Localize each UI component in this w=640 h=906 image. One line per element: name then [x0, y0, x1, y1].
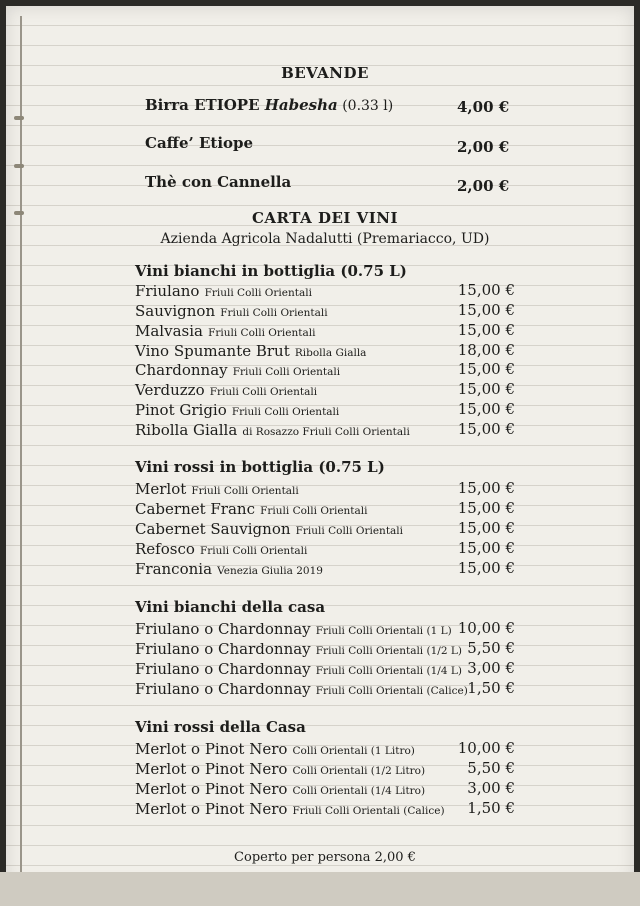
bevanda-item [145, 96, 393, 114]
wine-price: 15,00 € [457, 420, 515, 438]
wine-price: 3,00 € [467, 659, 515, 677]
wine-price: 5,50 € [467, 639, 515, 657]
wine-desc: Friuli Colli Orientali [191, 485, 299, 497]
page-bottom-edge [0, 872, 640, 906]
wine-row [135, 679, 515, 699]
wine-name: Vino Spumante Brut [135, 342, 290, 360]
wine-name: Friulano o Chardonnay [135, 660, 311, 678]
wine-price: 1,50 € [467, 799, 515, 817]
wine-price: 15,00 € [457, 400, 515, 418]
wine-desc: Ribolla Gialla [294, 347, 367, 359]
wine-row [135, 739, 515, 759]
bevanda-item [145, 134, 253, 152]
bevanda-name: Thè con Cannella [145, 173, 292, 191]
section-title: Vini bianchi della casa [135, 598, 326, 616]
wine-price: 15,00 € [457, 281, 515, 299]
bevanda-name: Birra ETIOPE [145, 96, 265, 114]
wine-price: 15,00 € [457, 499, 515, 517]
wine-price: 10,00 € [457, 619, 515, 637]
wine-name: Cabernet Franc [135, 500, 255, 518]
wine-name: Merlot [135, 480, 187, 498]
wine-desc: Colli Orientali (1/2 Litro) [292, 765, 426, 777]
bevanda-price: 2,00 € [457, 177, 510, 195]
wine-name: Merlot o Pinot Nero [135, 780, 288, 798]
wine-desc: Friuli Colli Orientali [204, 287, 312, 299]
wine-row [135, 559, 515, 579]
wine-price: 15,00 € [457, 301, 515, 319]
wine-price: 18,00 € [457, 341, 515, 359]
wine-desc: Colli Orientali (1 Litro) [292, 745, 415, 757]
wine-desc: Friuli Colli Orientali [209, 386, 318, 398]
bevanda-price: 2,00 € [457, 138, 510, 156]
wine-desc: Friuli Colli Orientali (1 L) [315, 625, 452, 637]
wine-desc: Friuli Colli Orientali (Calice) [315, 685, 468, 697]
wine-list-title: CARTA DEI VINI [251, 209, 399, 227]
wine-row [135, 779, 515, 799]
wine-price: 10,00 € [457, 739, 515, 757]
wine-price: 15,00 € [457, 559, 515, 577]
wine-row [135, 360, 515, 380]
binder-spine [20, 16, 22, 886]
binder-ring [14, 164, 24, 168]
wine-price: 15,00 € [457, 321, 515, 339]
binder-ring [14, 116, 24, 120]
bevanda-price: 4,00 € [457, 98, 510, 116]
wine-desc: Friuli Colli Orientali [295, 525, 404, 537]
wine-desc: Venezia Giulia 2019 [217, 565, 323, 577]
wine-row [135, 420, 515, 440]
wine-row [135, 281, 515, 301]
wine-desc: Friuli Colli Orientali [232, 366, 341, 378]
cover-charge: Coperto per persona 2,00 € [234, 850, 416, 865]
wine-name: Friulano o Chardonnay [135, 680, 311, 698]
wine-desc: Friuli Colli Orientali [260, 505, 368, 517]
wine-name: Pinot Grigio [135, 401, 227, 419]
wine-price: 15,00 € [457, 519, 515, 537]
wine-name: Friulano o Chardonnay [135, 640, 311, 658]
wine-row [135, 539, 515, 559]
wine-name: Malvasia [135, 322, 203, 340]
wine-name: Cabernet Sauvignon [135, 520, 291, 538]
wine-name: Friulano [135, 282, 200, 300]
wine-name: Friulano o Chardonnay [135, 620, 311, 638]
wine-row [135, 619, 515, 639]
wine-name: Chardonnay [135, 361, 228, 379]
section-title: Vini bianchi in bottiglia (0.75 L) [135, 262, 407, 280]
wine-row [135, 759, 515, 779]
wine-price: 15,00 € [457, 380, 515, 398]
wine-name: Merlot o Pinot Nero [135, 800, 288, 818]
section-title: Vini rossi in bottiglia (0.75 L) [135, 458, 385, 476]
wine-name: Refosco [135, 540, 195, 558]
wine-desc: Friuli Colli Orientali (Calice) [292, 805, 445, 817]
bevanda-volume: (0.33 l) [337, 98, 394, 114]
wine-name: Merlot o Pinot Nero [135, 740, 288, 758]
wine-desc: Friuli Colli Orientali (1/4 L) [315, 665, 462, 677]
wine-name: Verduzzo [135, 381, 205, 399]
wine-desc: Friuli Colli Orientali (1/2 L) [315, 645, 462, 657]
wine-desc: Friuli Colli Orientali [208, 327, 316, 339]
bevanda-item [145, 173, 291, 191]
wine-name: Sauvignon [135, 302, 216, 320]
wine-price: 15,00 € [457, 360, 515, 378]
wine-row [135, 341, 515, 361]
section-title: Vini rossi della Casa [135, 718, 306, 736]
wine-desc: di Rosazzo Friuli Colli Orientali [242, 426, 410, 438]
bevanda-name: Caffe’ Etiope [145, 134, 254, 152]
wine-price: 1,50 € [467, 679, 515, 697]
wine-name: Ribolla Gialla [135, 421, 238, 439]
wine-desc: Colli Orientali (1/4 Litro) [292, 785, 426, 797]
wine-row [135, 499, 515, 519]
wine-price: 15,00 € [457, 539, 515, 557]
wine-price: 15,00 € [457, 479, 515, 497]
wine-price: 3,00 € [467, 779, 515, 797]
wine-row [135, 659, 515, 679]
wine-desc: Friuli Colli Orientali [199, 545, 308, 557]
wine-row [135, 479, 515, 499]
wine-desc: Friuli Colli Orientali [220, 307, 328, 319]
bevande-title: BEVANDE [281, 64, 369, 82]
wine-row [135, 380, 515, 400]
wine-row [135, 301, 515, 321]
wine-row [135, 321, 515, 341]
wine-row [135, 400, 515, 420]
bevanda-brand: Habesha [264, 96, 338, 114]
wine-row [135, 639, 515, 659]
wine-price: 5,50 € [467, 759, 515, 777]
wine-name: Franconia [135, 560, 213, 578]
wine-name: Merlot o Pinot Nero [135, 760, 288, 778]
wine-row [135, 799, 515, 819]
wine-producer: Azienda Agricola Nadalutti (Premariacco, UD) [160, 231, 490, 247]
wine-desc: Friuli Colli Orientali [231, 406, 340, 418]
wine-row [135, 519, 515, 539]
